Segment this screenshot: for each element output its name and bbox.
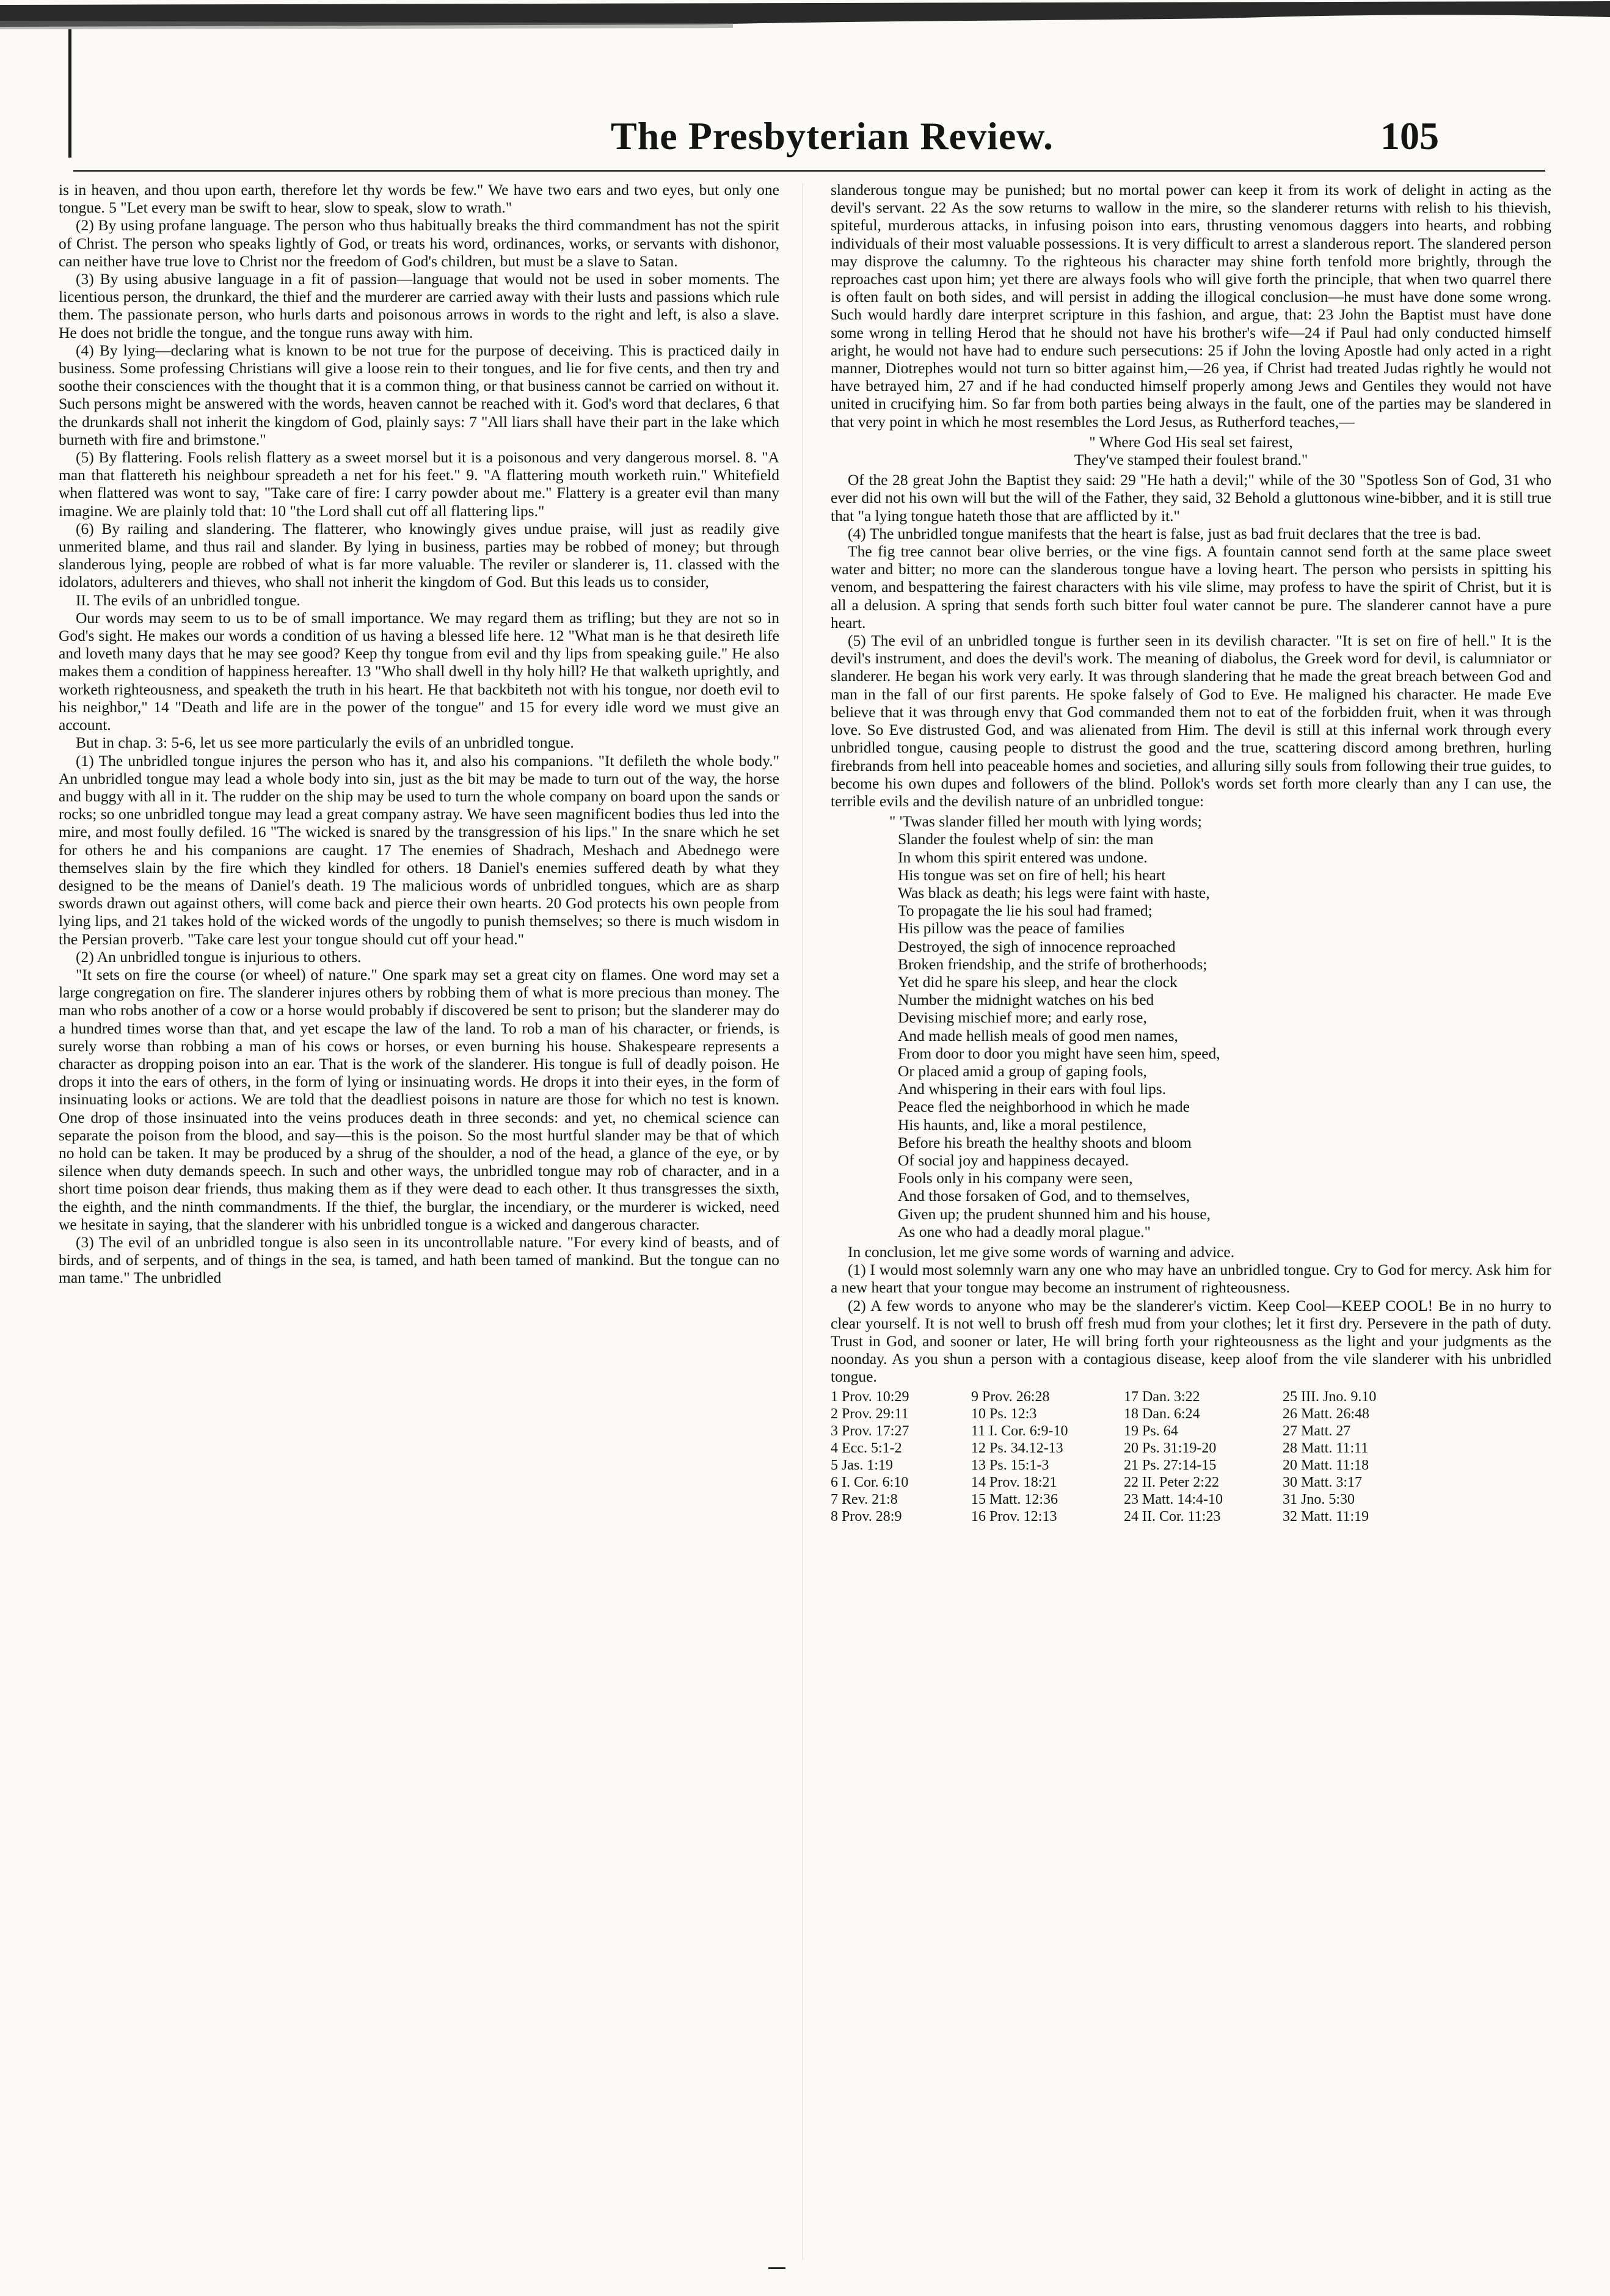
reference-entry	[1441, 1388, 1564, 1405]
paragraph: (6) By railing and slandering. The flatterer, who knowingly gives undue praise, will just as readily give unmerited blame, and thus rail and slander. By lying in business, parties may be robbed of money; but through slanderous lying, people are robbed of what is far more valuable. The reviler or slanderer is, 11. classed with the idolators, adulterers and thieves, who shall not inherit the kingdom of God. But this leads us to consider,	[59, 519, 779, 591]
reference-entry: 26 Matt. 26:48	[1283, 1405, 1369, 1422]
bottom-mark	[768, 2267, 785, 2269]
header-rule	[73, 170, 1545, 172]
reference-entry: 3 Prov. 17:27	[831, 1423, 909, 1439]
reference-entry: 25 III. Jno. 9.10	[1283, 1388, 1377, 1405]
reference-entry: 15 Matt. 12:36	[971, 1491, 1058, 1507]
reference-entry: 22 II. Peter 2:22	[1124, 1474, 1219, 1490]
reference-entry: 12 Ps. 34.12-13	[971, 1440, 1063, 1456]
paragraph: (5) The evil of an unbridled tongue is further seen in its devilish character. "It is set on fire of hell." It is the devil's instrument, and does the devil's work. The meaning of diabolus, the Greek word for devil, is calumniator or slanderer. He began his work very early. It was through slandering that he made the great breach between God and man in the fall of our first parents. He spoke falsely of God to Eve. He maligned his character. He made Eve believe that it was through envy that God commanded them not to eat of the forbidden fruit, when it was through love. So Eve distrusted God, and was alienated from Him. The devil is still at this infernal work through every unbridled tongue, causing people to distrust the good and the true, scattering discord among brethren, hurling firebrands from hell into peaceable homes and societies, and alluring silly souls from following their true guides, to become his own dupes and followers of the blind. Pollok's words set forth more clearly than any I can use, the terrible evils and the devilish nature of an unbridled tongue:	[831, 632, 1551, 810]
reference-entry: 18 Dan. 6:24	[1124, 1405, 1200, 1422]
poem-line: His tongue was set on fire of hell; his heart	[898, 866, 1166, 884]
reference-entry: 31 Jno. 5:30	[1283, 1491, 1355, 1507]
reference-entry	[1441, 1457, 1564, 1474]
poem-line: Slander the foulest whelp of sin: the man	[898, 830, 1154, 848]
reference-entry: 20 Ps. 31:19-20	[1124, 1440, 1217, 1456]
poem-line: Of social joy and happiness decayed.	[898, 1151, 1129, 1169]
scan-edge-smear	[0, 0, 1610, 31]
pollok-poem	[889, 812, 1551, 1241]
reference-entry	[1441, 1491, 1564, 1508]
scripture-references	[831, 1388, 1551, 1525]
right-column-text-c	[831, 1243, 1551, 1386]
paragraph: "It sets on fire the course (or wheel) of nature." One spark may set a great city on flames. One word may set a large congregation on fire. The slanderer injures others by robbing them of what is more precious than money. The man who robs another of a cow or a horse would probably if discovered be sent to prison; but the slanderer may do a hundred times worse than that, and yet escape the law of the land. To rob a man of his character, or friends, is surely worse than robbing a man of his cows or horses, or even burning his house. Shakespeare represents a character as dropping poison into an ear. That is the work of the slanderer. His tongue is full of deadly poison. He drops it into the ears of others, in the form of lying or insinuating words. He drops it into their eyes, in the form of insinuating looks or actions. We are told that the deadliest poisons in nature are those for which no test is known. One drop of those insinuated into the veins produces death in three seconds: and yet, no chemical science can separate the poison from the blood, and say—this is the poison. So the most hurtful slander may be that of which no hold can be taken. It may be produced by a shrug of the shoulder, a nod of the head, a glance of the eye, or by silence when duty demands speech. In such and other ways, the unbridled tongue may rob of character, and in a short time poison dear friends, thus making them as if they were dead to each other. It thus transgresses the sixth, the eighth, and the ninth commandments. If the thief, the burglar, the incendiary, or the murderer is wicked, need we hesitate in saying, that the slanderer with his unbridled tongue is a wicked and dangerous character.	[59, 965, 779, 1233]
poem-line: Devising mischief more; and early rose,	[898, 1008, 1147, 1027]
page-number: 105	[1380, 114, 1439, 158]
reference-entry	[1441, 1508, 1564, 1525]
left-column	[59, 181, 779, 1287]
poem-line: As one who had a deadly moral plague."	[898, 1222, 1151, 1241]
paragraph: The fig tree cannot bear olive berries, or the vine figs. A fountain cannot send forth at the same place sweet water and bitter; no more can the slanderous tongue have a loving heart. The person who persists in spitting his venom, and bespattering the fairest characters with his vile slime, may profess to have the spirit of Christ, but it is all a delusion. A spring that sends forth such bitter foul water cannot be pure. The slanderer cannot have a pure heart.	[831, 542, 1551, 632]
reference-entry: 7 Rev. 21:8	[831, 1491, 898, 1507]
poem-line: Broken friendship, and the strife of brotherhoods;	[898, 955, 1208, 973]
reference-entry: 2 Prov. 29:11	[831, 1405, 909, 1422]
reference-entry: 17 Dan. 3:22	[1124, 1388, 1200, 1405]
paragraph: is in heaven, and thou upon earth, therefore let thy words be few." We have two ears and two eyes, but only one tongue. 5 "Let every man be swift to hear, slow to speak, slow to wrath."	[59, 181, 779, 217]
quote-line: " Where God His seal set fairest,	[1089, 432, 1293, 451]
rutherford-quote	[831, 433, 1551, 468]
paragraph: (4) By lying—declaring what is known to be not true for the purpose of deceiving. This is practiced daily in business. Some professing Christians will give a loose rein to their tongues, and lie for five cents, and then try and soothe their consciences with the thought that it is a common thing, or that business cannot be carried on without it. Such persons might be answered with the words, heaven cannot be reached with it. God's word that declares, 6 that the drunkards shall not inherit the kingdom of God, plainly says: 7 "All liars shall have their part in the lake which burneth with fire and brimstone."	[59, 341, 779, 448]
reference-entry: 20 Matt. 11:18	[1283, 1457, 1369, 1473]
poem-line: And made hellish meals of good men names,	[898, 1026, 1178, 1044]
reference-entry: 24 II. Cor. 11:23	[1124, 1508, 1221, 1525]
reference-entry: 28 Matt. 11:11	[1283, 1440, 1369, 1456]
reference-entry: 32 Matt. 11:19	[1283, 1508, 1369, 1525]
poem-line: To propagate the lie his soul had framed;	[898, 902, 1153, 920]
poem-line: Or placed amid a group of gaping fools,	[898, 1062, 1147, 1080]
reference-entry: 4 Ecc. 5:1-2	[831, 1440, 902, 1456]
reference-entry: 21 Ps. 27:14-15	[1124, 1457, 1217, 1473]
left-column-text	[59, 181, 779, 1287]
paragraph: (4) The unbridled tongue manifests that the heart is false, just as bad fruit declares that the tree is bad.	[848, 524, 1481, 542]
right-column-text-a	[831, 181, 1551, 431]
reference-entry	[1441, 1474, 1564, 1491]
paragraph: Our words may seem to us to be of small importance. We may regard them as trifling; but they are not so in God's sight. He makes our words a condition of us having a blessed life here. 12 "What man is he that desireth life and loveth many days that he may see good? Keep thy tongue from evil and thy lips from speaking guile." He also makes them a condition of happiness hereafter. 13 "Who shall dwell in thy holy hill? He that walketh uprightly, and worketh righteousness, and speaketh the truth in his heart. He that backbiteth not with his tongue, nor doeth evil to his neighbor," 14 "Death and life are in the power of the tongue" and 15 for every idle word we must give an account.	[59, 608, 779, 734]
poem-line: Peace fled the neighborhood in which he made	[898, 1098, 1190, 1116]
poem-line: His haunts, and, like a moral pestilence,	[898, 1115, 1147, 1134]
poem-line: And those forsaken of God, and to themselves,	[898, 1187, 1190, 1205]
poem-line: From door to door you might have seen him, speed,	[898, 1044, 1220, 1062]
quote-line: They've stamped their foulest brand."	[1074, 451, 1308, 469]
reference-entry: 8 Prov. 28:9	[831, 1508, 902, 1525]
reference-entry: 27 Matt. 27	[1283, 1423, 1351, 1439]
paragraph: II. The evils of an unbridled tongue.	[76, 591, 301, 609]
paragraph: (2) An unbridled tongue is injurious to others.	[76, 947, 362, 966]
poem-line: His pillow was the peace of families	[898, 919, 1125, 938]
reference-entry: 5 Jas. 1:19	[831, 1457, 893, 1473]
reference-entry	[1441, 1440, 1564, 1457]
paragraph: (2) A few words to anyone who may be the slanderer's victim. Keep Cool—KEEP COOL! Be in no hurry to clear yourself. It is not well to brush off fresh mud from your clothes; let it first dry. Persevere in the path of duty. Trust in God, and sooner or later, He will bring forth your righteousness as the light and your judgments as the noonday. As you shun a person with a contagious disease, keep aloof from the vile slanderer with his unbridled tongue.	[831, 1296, 1551, 1386]
reference-entry	[1441, 1405, 1564, 1423]
reference-entry: 6 I. Cor. 6:10	[831, 1474, 909, 1490]
margin-rule	[68, 29, 71, 158]
running-title: The Presbyterian Review.	[611, 114, 1054, 158]
paragraph: Of the 28 great John the Baptist they said: 29 "He hath a devil;" while of the 30 "Spotless Son of God, 31 who ever did not his own will but the will of the Father, they said, 32 Behold a gluttonous wine-bibber, and it is still true that "a lying tongue hateth those that are afflicted by it."	[831, 471, 1551, 525]
poem-line: " 'Twas slander filled her mouth with lying words;	[889, 812, 1202, 831]
paragraph: In conclusion, let me give some words of warning and advice.	[848, 1242, 1235, 1261]
paragraph: But in chap. 3: 5-6, let us see more particularly the evils of an unbridled tongue.	[76, 734, 574, 752]
reference-entry: 23 Matt. 14:4-10	[1124, 1491, 1223, 1507]
reference-entry: 1 Prov. 10:29	[831, 1388, 909, 1405]
poem-line: Before his breath the healthy shoots and bloom	[898, 1133, 1192, 1151]
reference-entry: 16 Prov. 12:13	[971, 1508, 1057, 1525]
reference-entry: 30 Matt. 3:17	[1283, 1474, 1362, 1490]
right-column	[831, 181, 1551, 1525]
poem-line: Was black as death; his legs were faint with haste,	[898, 883, 1210, 902]
poem-line: Number the midnight watches on his bed	[898, 991, 1154, 1009]
reference-entry: 10 Ps. 12:3	[971, 1405, 1037, 1422]
paragraph: (1) The unbridled tongue injures the person who has it, and also his companions. "It defileth the whole body." An unbridled tongue may lead a whole body into sin, just as the bit may be made to turn out of the way, the horse and buggy with all in it. The rudder on the ship may be used to turn the whole company on board upon the sands or rocks; so one unbridled tongue may lead a great company astray. We have seen magnificent bodies thus led into the mire, and most foully defiled. 16 "The wicked is snared by the transgression of his lips." In the snare which he set for others he and his companions are caught. 17 The enemies of Shadrach, Meshach and Abednego were themselves slain by the fire which they kindled for others. 18 Daniel's enemies suffered death by what they designed to be the means of Daniel's death. 19 The malicious words of unbridled tongues, which are as sharp swords drawn out against others, will come back and pierce their own hearts. 20 God protects his own people from lying lips, and 21 takes hold of the wicked words of the ungodly to punish themselves; so there is much wisdom in the Persian proverb. "Take care lest your tongue should cut off your head."	[59, 751, 779, 948]
poem-line: In whom this spirit entered was undone.	[898, 848, 1148, 866]
paragraph: (5) By flattering. Fools relish flattery as a sweet morsel but it is a poisonous and very dangerous morsel. 8. "A man that flattereth his neighbour spreadeth a net for his feet." 9. "A flattering mouth worketh ruin." Whitefield when flattered was wont to say, "Take care of fire: I carry powder about me." Flattery is a greater evil than many imagine. We are plainly told that: 10 "the Lord shall cut off all flattering lips."	[59, 448, 779, 520]
reference-entry: 14 Prov. 18:21	[971, 1474, 1057, 1490]
poem-line: Fools only in his company were seen,	[898, 1169, 1133, 1187]
poem-line: Yet did he spare his sleep, and hear the clock	[898, 972, 1178, 991]
paragraph: slanderous tongue may be punished; but no mortal power can keep it from its work of delight in acting as the devil's servant. 22 As the sow returns to wallow in the mire, so the slanderer returns with relish to his thievish, spiteful, murderous attacks, in infusing poison into ears, thrusting venomous daggers into hearts, and robbing individuals of their most valuable possessions. It is very difficult to arrest a slanderous report. The slandered person may disprove the calumny. To the righteous his character may shine forth tenfold more brightly, through the reproaches cast upon him; yet there are always fools who will give forth the principle, that when two quarrel there is often fault on both sides, and will persist in adding the illogical conclusion—he must have done some wrong. Such would hardly dare interpret scripture in this fashion, and argue, that: 23 John the Baptist must have done some wrong in telling Herod that he should not have his brother's wife—24 if Paul had only conducted himself aright, he would not have had to endure such persecutions: 25 if John the loving Apostle had only acted in a right manner, Diotrephes would not turn so bitter against him,—26 yea, if Christ had treated Judas rightly he would not have betrayed him, 27 and if he had conducted himself properly among Jews and Gentiles they would not have united in crucifying him. So far from both parties being always in the fault, one of the parties may be slandered in that very point in which he most resembles the Lord Jesus, as Rutherford teaches,—	[831, 181, 1551, 431]
poem-line: And whispering in their ears with foul lips.	[898, 1080, 1167, 1098]
paragraph: (2) By using profane language. The person who thus habitually breaks the third commandment has not the spirit of Christ. The person who speaks lightly of God, or treats his word, ordinances, works, or servants with dishonor, can neither have true love to Christ nor the freedom of God's children, but must be a slave to Satan.	[59, 216, 779, 270]
paragraph: (1) I would most solemnly warn any one who may have an unbridled tongue. Cry to God for mercy. Ask him for a new heart that your tongue may become an instrument of righteousness.	[831, 1261, 1551, 1297]
right-column-text-b	[831, 471, 1551, 810]
reference-entry: 19 Ps. 64	[1124, 1423, 1178, 1439]
paragraph: (3) The evil of an unbridled tongue is also seen in its uncontrollable nature. "For every kind of beasts, and of birds, and of serpents, and of things in the sea, is tamed, and hath been tamed of mankind. But the tongue can no man tame." The unbridled	[59, 1233, 779, 1287]
reference-entry: 9 Prov. 26:28	[971, 1388, 1050, 1405]
reference-entry: 13 Ps. 15:1-3	[971, 1457, 1049, 1473]
reference-entry: 11 I. Cor. 6:9-10	[971, 1423, 1068, 1439]
poem-line: Destroyed, the sigh of innocence reproached	[898, 937, 1176, 955]
reference-entry	[1441, 1423, 1564, 1440]
poem-line: Given up; the prudent shunned him and his house,	[898, 1204, 1211, 1223]
paragraph: (3) By using abusive language in a fit of passion—language that would not be used in sober moments. The licentious person, the drunkard, the thief and the murderer are carried away with their lusts and passions which rule them. The passionate person, who hurls darts and poisonous arrows in words to the right and left, is also a slave. He does not bridle the tongue, and the tongue runs away with him.	[59, 270, 779, 341]
